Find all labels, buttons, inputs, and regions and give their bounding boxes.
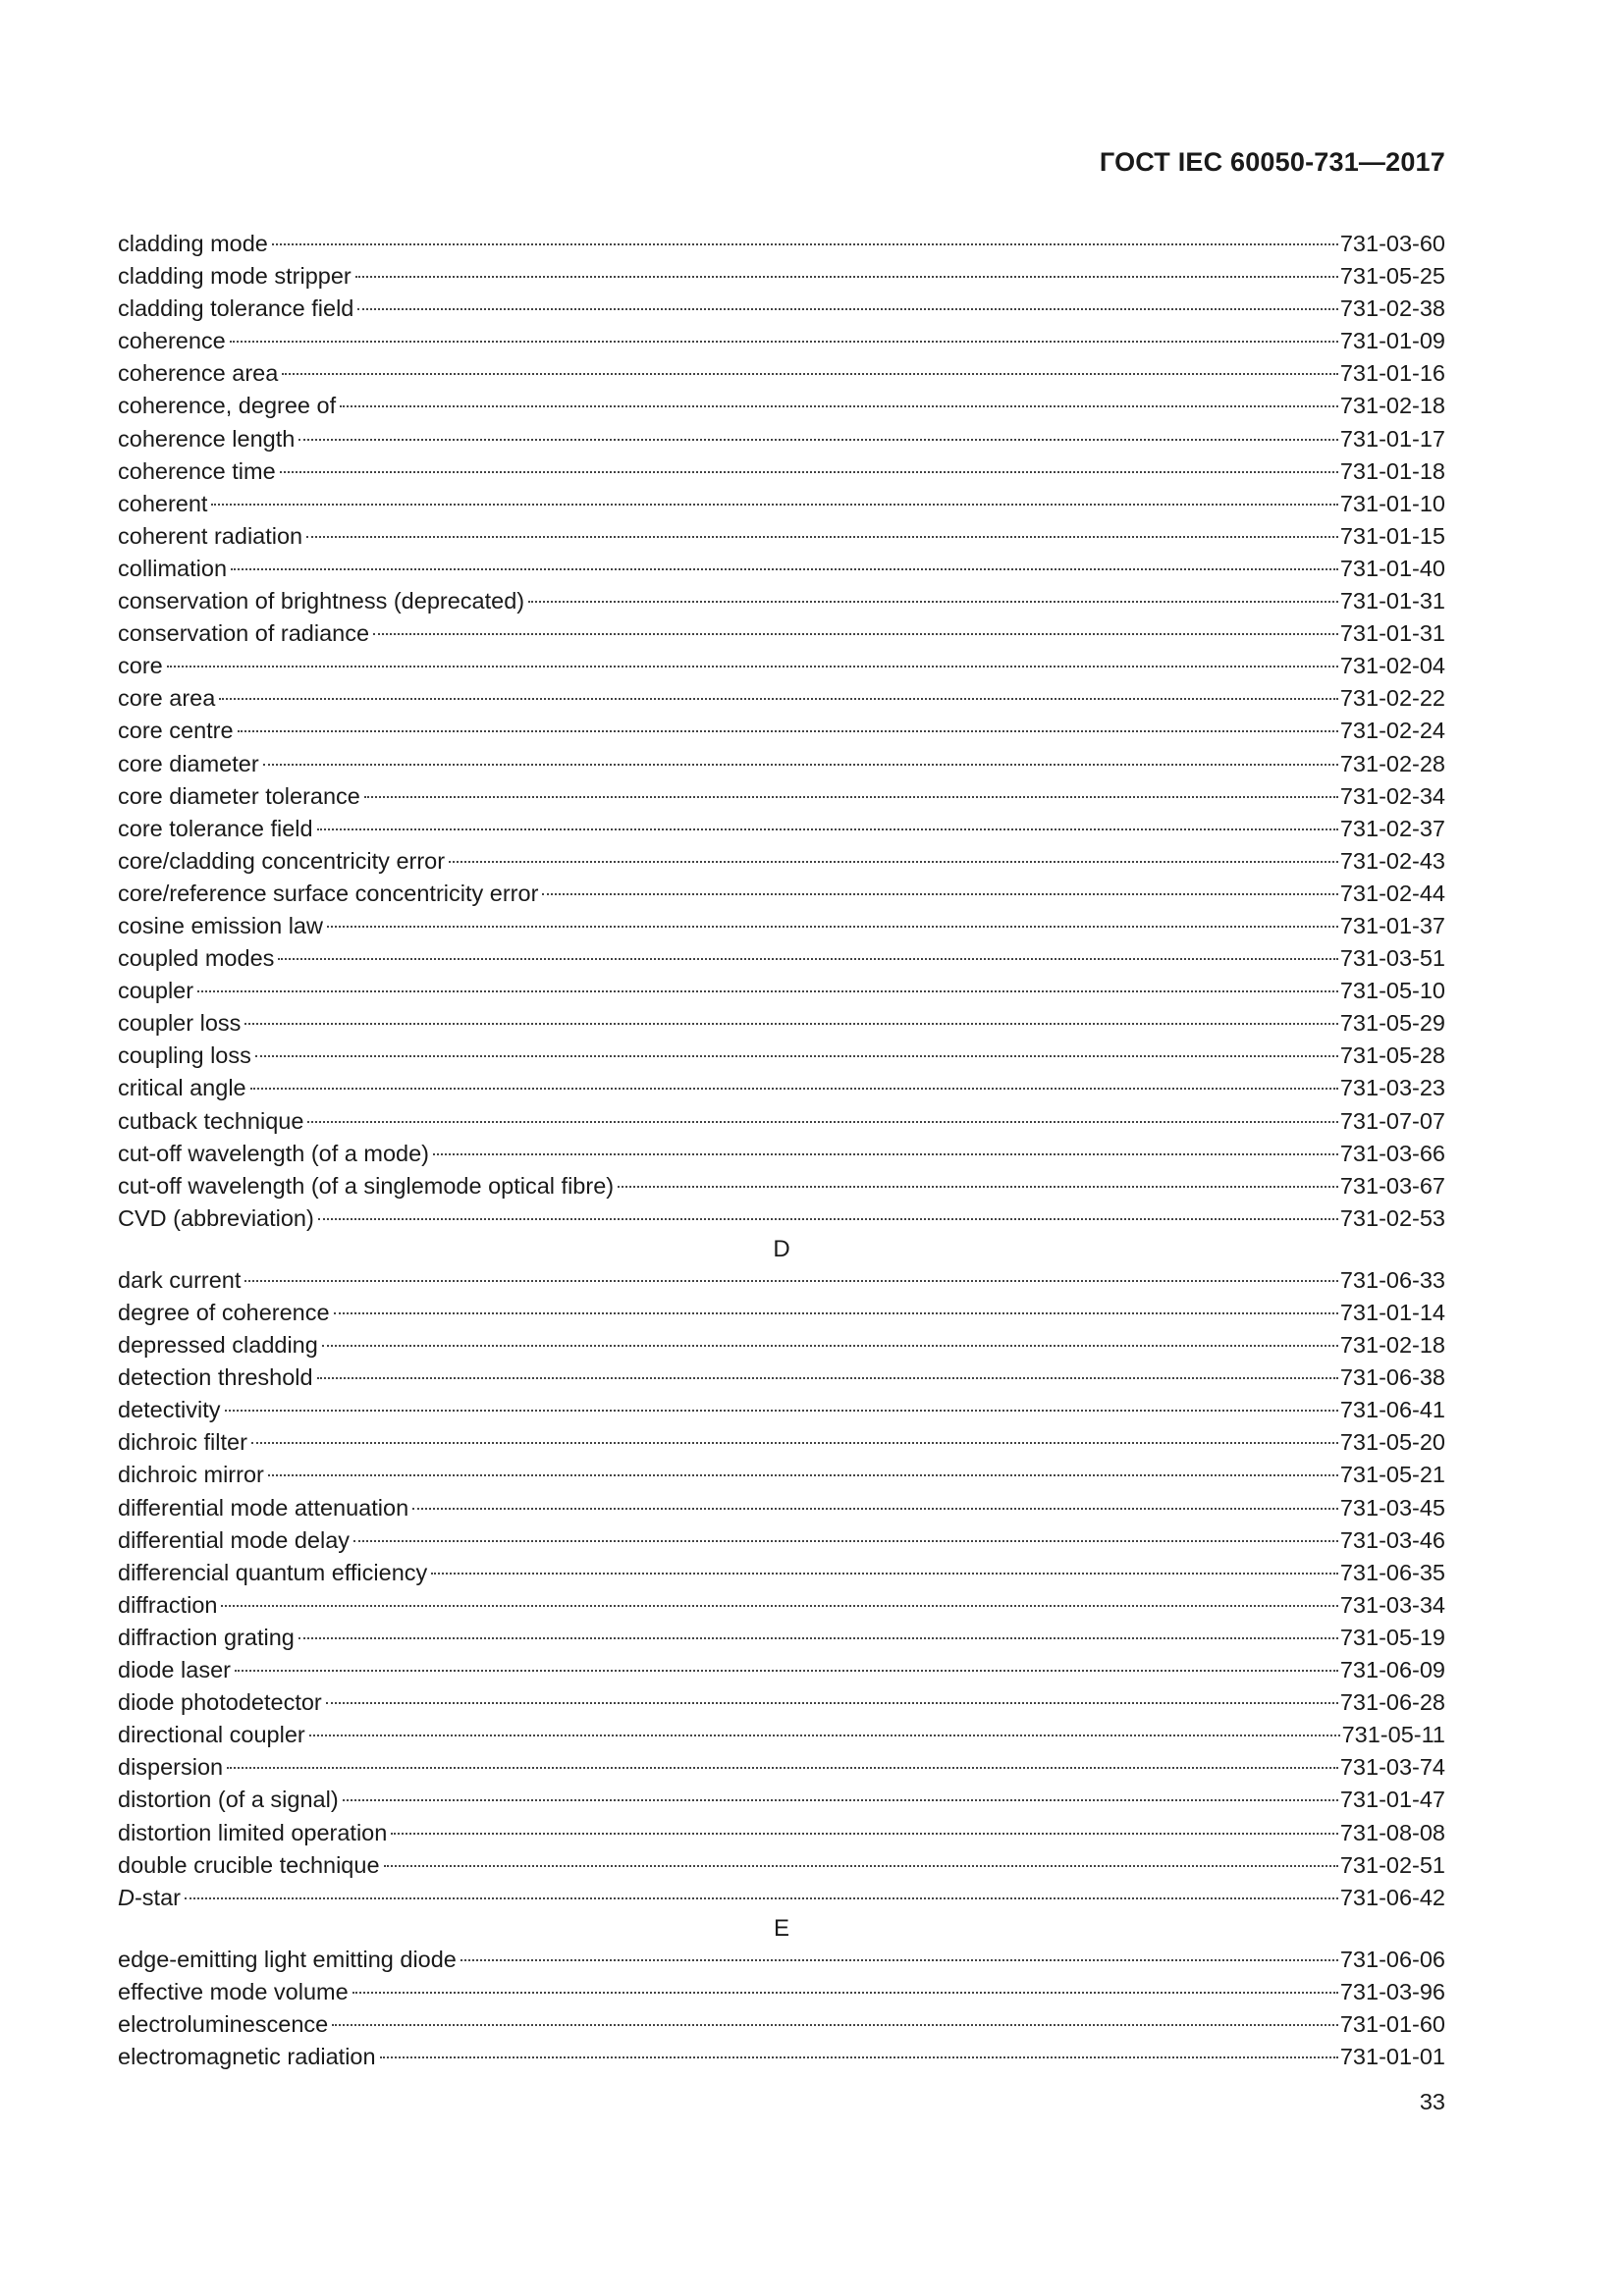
entry-reference: 731-05-29	[1339, 1010, 1445, 1037]
entry-term: coherent	[118, 490, 208, 516]
dot-leader	[542, 891, 1337, 895]
entry-term: core/cladding concentricity error	[118, 847, 446, 874]
index-entry	[118, 1589, 1445, 1622]
dot-leader	[318, 1216, 1338, 1220]
index-entry	[118, 260, 1445, 293]
entry-term-rest: -star	[134, 1884, 181, 1910]
entry-reference: 731-01-01	[1339, 2044, 1445, 2070]
entry-term: core diameter	[118, 750, 259, 776]
index-entry	[118, 423, 1445, 455]
index-entry	[118, 1329, 1445, 1362]
index-entry	[118, 1138, 1445, 1170]
index-entry	[118, 455, 1445, 488]
index-entry	[118, 488, 1445, 520]
entry-reference: 731-01-40	[1339, 555, 1445, 581]
entry-term: coherence area	[118, 360, 279, 387]
entry-reference: 731-01-09	[1339, 328, 1445, 354]
entry-reference: 731-07-07	[1339, 1107, 1445, 1134]
index-entry	[118, 1944, 1445, 1976]
entry-term: electroluminescence	[118, 2010, 329, 2037]
index-entry	[118, 325, 1445, 357]
entry-term: dispersion	[118, 1754, 224, 1781]
entry-term: detection threshold	[118, 1364, 313, 1391]
entry-reference: 731-02-38	[1339, 295, 1445, 322]
entry-term: cosine emission law	[118, 912, 323, 938]
term-index	[118, 228, 1445, 2073]
index-entry	[118, 1105, 1445, 1138]
entry-term: diffraction grating	[118, 1624, 295, 1650]
entry-reference: 731-02-43	[1339, 847, 1445, 874]
entry-term: coupling loss	[118, 1042, 251, 1069]
dot-leader	[355, 274, 1338, 278]
entry-term: core/reference surface concentricity error	[118, 880, 539, 906]
entry-reference: 731-06-28	[1339, 1689, 1445, 1716]
entry-term: core tolerance field	[118, 815, 313, 841]
entry-term: coupler	[118, 978, 194, 1004]
index-entry	[118, 1492, 1445, 1524]
entry-reference: 731-01-15	[1339, 522, 1445, 549]
entry-term: edge-emitting light emitting diode	[118, 1946, 457, 1972]
dot-leader	[255, 1053, 1338, 1057]
entry-reference: 731-03-46	[1339, 1526, 1445, 1553]
dot-leader	[384, 1863, 1338, 1867]
dot-leader	[185, 1896, 1338, 1899]
dot-leader	[235, 1668, 1338, 1672]
entry-term: dark current	[118, 1266, 242, 1293]
dot-leader	[618, 1184, 1338, 1188]
index-entry	[118, 1751, 1445, 1784]
entry-term: coupler loss	[118, 1010, 242, 1037]
entry-reference: 731-02-24	[1339, 718, 1445, 744]
entry-reference: 731-05-10	[1339, 978, 1445, 1004]
dot-leader	[352, 1990, 1338, 1994]
index-entry	[118, 520, 1445, 553]
dot-leader	[231, 566, 1338, 570]
index-entry	[118, 682, 1445, 715]
index-entry	[118, 293, 1445, 325]
entry-reference: 731-03-45	[1339, 1494, 1445, 1521]
index-entry	[118, 650, 1445, 682]
index-entry	[118, 1202, 1445, 1235]
dot-leader	[309, 1733, 1340, 1736]
index-entry	[118, 1426, 1445, 1459]
entry-reference: 731-02-51	[1339, 1851, 1445, 1878]
dot-leader	[357, 306, 1337, 310]
dot-leader	[373, 631, 1338, 635]
entry-term: distortion limited operation	[118, 1819, 388, 1845]
dot-leader	[211, 502, 1337, 506]
entry-term: coherence	[118, 328, 226, 354]
index-entry	[118, 585, 1445, 617]
index-entry	[118, 910, 1445, 942]
entry-term: coherent radiation	[118, 522, 303, 549]
entry-reference: 731-06-06	[1339, 1946, 1445, 1972]
index-entry	[118, 845, 1445, 878]
index-entry	[118, 1882, 1445, 1914]
entry-reference: 731-02-22	[1339, 685, 1445, 712]
index-entry	[118, 975, 1445, 1007]
dot-leader	[412, 1506, 1338, 1510]
entry-reference: 731-03-66	[1339, 1140, 1445, 1166]
entry-term: depressed cladding	[118, 1332, 318, 1359]
entry-term: cut-off wavelength (of a mode)	[118, 1140, 429, 1166]
entry-reference: 731-05-11	[1341, 1722, 1445, 1748]
index-entry	[118, 617, 1445, 650]
entry-reference: 731-01-47	[1339, 1787, 1445, 1813]
dot-leader	[353, 1538, 1338, 1542]
dot-leader	[306, 534, 1338, 538]
dot-leader	[227, 1765, 1338, 1769]
entry-term	[118, 1882, 185, 1914]
document-header: ГОСТ IEC 60050-731—2017	[1099, 147, 1445, 177]
dot-leader	[221, 1603, 1337, 1607]
entry-reference: 731-05-19	[1339, 1624, 1445, 1650]
entry-term: coherence time	[118, 457, 276, 484]
dot-leader	[528, 599, 1338, 603]
entry-term: critical angle	[118, 1075, 246, 1101]
dot-leader	[364, 794, 1338, 798]
entry-reference: 731-05-25	[1339, 263, 1445, 290]
index-entry	[118, 228, 1445, 260]
dot-leader	[298, 1635, 1338, 1639]
dot-leader	[225, 1408, 1338, 1412]
index-entry	[118, 390, 1445, 422]
entry-reference: 731-01-17	[1339, 425, 1445, 452]
dot-leader	[380, 2055, 1338, 2058]
entry-term: dichroic mirror	[118, 1462, 264, 1488]
entry-term: directional coupler	[118, 1722, 305, 1748]
index-entry	[118, 715, 1445, 747]
index-entry	[118, 748, 1445, 780]
index-entry	[118, 1622, 1445, 1654]
dot-leader	[278, 956, 1337, 960]
entry-term: coherence, degree of	[118, 393, 337, 419]
dot-leader	[219, 696, 1338, 700]
entry-reference: 731-01-60	[1339, 2010, 1445, 2037]
entry-reference: 731-03-67	[1339, 1172, 1445, 1199]
entry-term: collimation	[118, 555, 228, 581]
index-entry	[118, 357, 1445, 390]
index-entry	[118, 1362, 1445, 1394]
entry-reference: 731-01-31	[1339, 588, 1445, 614]
entry-reference: 731-02-34	[1339, 782, 1445, 809]
index-entry	[118, 1170, 1445, 1202]
entry-term: double crucible technique	[118, 1851, 380, 1878]
entry-reference: 731-06-38	[1339, 1364, 1445, 1391]
entry-reference: 731-06-09	[1339, 1657, 1445, 1683]
dot-leader	[317, 1375, 1338, 1379]
dot-leader	[238, 728, 1338, 732]
index-entry	[118, 780, 1445, 813]
dot-leader	[431, 1571, 1338, 1575]
dot-leader	[322, 1343, 1338, 1347]
entry-reference: 731-02-28	[1339, 750, 1445, 776]
entry-term: diode laser	[118, 1657, 231, 1683]
dot-leader	[244, 1278, 1337, 1282]
dot-leader	[343, 1797, 1338, 1801]
entry-reference: 731-03-23	[1339, 1075, 1445, 1101]
entry-reference: 731-02-04	[1339, 653, 1445, 679]
entry-reference: 731-08-08	[1339, 1819, 1445, 1845]
index-entry	[118, 1524, 1445, 1557]
entry-reference: 731-03-34	[1339, 1591, 1445, 1618]
index-entry	[118, 1719, 1445, 1751]
entry-term: effective mode volume	[118, 1978, 349, 2004]
entry-term: differencial quantum efficiency	[118, 1559, 428, 1585]
index-entry	[118, 1784, 1445, 1816]
entry-reference: 731-01-14	[1339, 1300, 1445, 1325]
entry-term: cut-off wavelength (of a singlemode optical fibre)	[118, 1172, 615, 1199]
index-entry	[118, 1976, 1445, 2008]
section-letter: D	[773, 1235, 790, 1262]
entry-reference: 731-05-28	[1339, 1042, 1445, 1069]
index-entry	[118, 1817, 1445, 1849]
entry-reference: 731-03-74	[1339, 1754, 1445, 1781]
dot-leader	[332, 2022, 1338, 2026]
entry-term: coherence length	[118, 425, 296, 452]
index-entry	[118, 1686, 1445, 1719]
entry-term: conservation of brightness (deprecated)	[118, 588, 525, 614]
index-entry	[118, 1654, 1445, 1686]
index-entry	[118, 1459, 1445, 1491]
entry-term: core centre	[118, 718, 234, 744]
dot-leader	[282, 371, 1338, 375]
entry-reference: 731-06-35	[1339, 1559, 1445, 1585]
entry-term: diffraction	[118, 1591, 218, 1618]
dot-leader	[280, 469, 1338, 473]
dot-leader	[250, 1086, 1338, 1090]
dot-leader	[433, 1151, 1338, 1155]
entry-reference: 731-01-37	[1339, 912, 1445, 938]
entry-term: electromagnetic radiation	[118, 2044, 376, 2070]
dot-leader	[167, 664, 1338, 667]
entry-term: differential mode attenuation	[118, 1494, 409, 1521]
dot-leader	[197, 988, 1338, 992]
entry-reference: 731-02-53	[1339, 1204, 1445, 1231]
dot-leader	[317, 827, 1338, 830]
dot-leader	[263, 762, 1338, 766]
entry-reference: 731-01-10	[1339, 490, 1445, 516]
entry-reference: 731-02-18	[1339, 393, 1445, 419]
entry-term: coupled modes	[118, 945, 275, 972]
dot-leader	[251, 1440, 1338, 1444]
index-entry	[118, 1394, 1445, 1426]
index-entry	[118, 1264, 1445, 1297]
entry-reference: 731-01-31	[1339, 620, 1445, 647]
dot-leader	[334, 1310, 1338, 1314]
entry-term: cladding mode	[118, 231, 268, 256]
entry-reference: 731-02-18	[1339, 1332, 1445, 1359]
entry-reference: 731-06-33	[1339, 1266, 1445, 1293]
dot-leader	[244, 1021, 1337, 1025]
index-entry	[118, 878, 1445, 910]
index-entry	[118, 2041, 1445, 2073]
index-entry	[118, 553, 1445, 585]
index-entry	[118, 1040, 1445, 1072]
index-entry	[118, 1297, 1445, 1329]
entry-reference: 731-02-37	[1339, 815, 1445, 841]
entry-term: core diameter tolerance	[118, 782, 360, 809]
index-entry	[118, 942, 1445, 975]
entry-term: degree of coherence	[118, 1300, 330, 1325]
entry-term: diode photodetector	[118, 1689, 322, 1716]
dot-leader	[391, 1831, 1338, 1835]
entry-term: dichroic filter	[118, 1429, 247, 1456]
dot-leader	[298, 437, 1338, 441]
entry-term: CVD (abbreviation)	[118, 1204, 314, 1231]
dot-leader	[449, 859, 1338, 863]
dot-leader	[268, 1472, 1338, 1476]
entry-term: conservation of radiance	[118, 620, 370, 647]
entry-term: cladding tolerance field	[118, 295, 354, 322]
entry-reference: 731-01-18	[1339, 457, 1445, 484]
index-entry	[118, 1007, 1445, 1040]
entry-term: core	[118, 653, 163, 679]
entry-reference: 731-01-16	[1339, 360, 1445, 387]
dot-leader	[307, 1119, 1337, 1123]
dot-leader	[272, 241, 1338, 245]
index-entry	[118, 813, 1445, 845]
index-entry	[118, 2008, 1445, 2041]
entry-term-italic: D	[118, 1884, 135, 1910]
index-entry	[118, 1072, 1445, 1104]
entry-reference: 731-06-41	[1339, 1397, 1445, 1423]
entry-term: cladding mode stripper	[118, 263, 352, 290]
entry-reference: 731-05-21	[1339, 1462, 1445, 1488]
index-entry	[118, 1557, 1445, 1589]
dot-leader	[327, 924, 1338, 928]
entry-reference: 731-03-60	[1339, 231, 1445, 256]
entry-reference: 731-03-51	[1339, 945, 1445, 972]
entry-reference: 731-05-20	[1339, 1429, 1445, 1456]
section-letter: E	[773, 1914, 789, 1942]
entry-reference: 731-02-44	[1339, 880, 1445, 906]
entry-reference: 731-03-96	[1339, 1978, 1445, 2004]
entry-term: cutback technique	[118, 1107, 304, 1134]
dot-leader	[230, 339, 1338, 343]
entry-term: differential mode delay	[118, 1526, 351, 1553]
entry-reference: 731-06-42	[1339, 1884, 1445, 1910]
dot-leader	[340, 403, 1338, 407]
page-number: 33	[1419, 2089, 1445, 2114]
dot-leader	[326, 1700, 1338, 1704]
index-entry	[118, 1849, 1445, 1882]
entry-term: core area	[118, 685, 216, 712]
entry-term: distortion (of a signal)	[118, 1787, 339, 1813]
entry-term: detectivity	[118, 1397, 221, 1423]
dot-leader	[460, 1957, 1338, 1961]
